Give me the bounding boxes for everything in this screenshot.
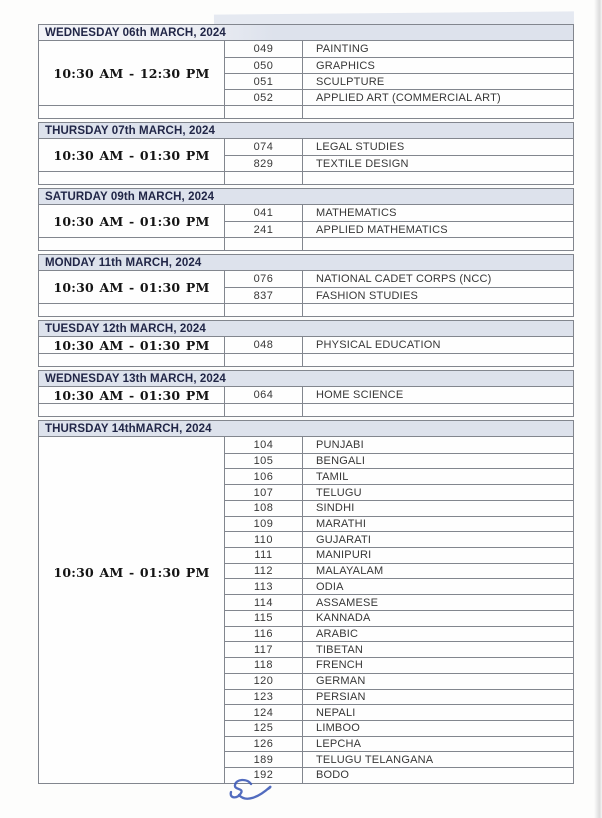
empty-cell	[39, 237, 225, 250]
empty-cell	[39, 353, 225, 366]
subject-code-cell: 050	[225, 57, 303, 73]
time-label: 10:30 AM - 01:30 PM	[53, 387, 210, 403]
date-header: SATURDAY 09th MARCH, 2024	[38, 188, 574, 205]
subject-name-cell: LEPCHA	[303, 736, 573, 752]
scan-edge-shadow	[594, 0, 602, 818]
subject-code-cell: 192	[225, 767, 303, 783]
subject-code-cell: 123	[225, 689, 303, 705]
time-cell	[39, 337, 225, 353]
date-header: TUESDAY 12th MARCH, 2024	[38, 320, 574, 337]
subject-code-cell: 118	[225, 657, 303, 673]
time-label: 10:30 AM - 01:30 PM	[53, 565, 210, 581]
subject-name-cell: SINDHI	[303, 500, 573, 516]
subject-name-cell: MATHEMATICS	[316, 207, 397, 219]
exam-schedule-table	[38, 24, 574, 787]
day-grid	[38, 437, 574, 784]
empty-cell	[303, 171, 573, 184]
subject-name-cell: APPLIED ART (COMMERCIAL ART)	[303, 89, 573, 105]
empty-cell	[39, 171, 225, 184]
time-label: 10:30 AM - 01:30 PM	[53, 147, 210, 163]
empty-cell	[303, 403, 573, 416]
subject-code-cell: 117	[225, 641, 303, 657]
exam-day-block	[38, 122, 574, 185]
exam-day-block	[38, 420, 574, 784]
subject-code-cell: 241	[225, 221, 303, 237]
exam-day-block	[38, 188, 574, 251]
subject-code-cell: 074	[225, 139, 303, 155]
subject-code-cell: 124	[225, 704, 303, 720]
time-label: 10:30 AM - 01:30 PM	[53, 279, 210, 295]
subject-code-cell: 126	[225, 736, 303, 752]
subject-code-cell: 829	[225, 155, 303, 171]
subject-code-cell: 109	[225, 516, 303, 532]
date-header: THURSDAY 14thMARCH, 2024	[38, 420, 574, 437]
empty-cell	[303, 105, 573, 118]
exam-day-block	[38, 370, 574, 417]
subject-code-cell: 110	[225, 531, 303, 547]
exam-day-block	[38, 24, 574, 119]
empty-cell	[39, 403, 225, 416]
day-grid	[38, 271, 574, 317]
exam-day-block	[38, 254, 574, 317]
time-label: 10:30 AM - 01:30 PM	[53, 213, 210, 229]
date-header: WEDNESDAY 13th MARCH, 2024	[38, 370, 574, 387]
empty-cell	[225, 303, 303, 316]
subject-code-cell: 113	[225, 578, 303, 594]
empty-cell	[39, 303, 225, 316]
day-grid	[38, 387, 574, 417]
time-cell	[39, 271, 225, 303]
subject-name-cell: SCULPTURE	[303, 73, 573, 89]
time-cell	[39, 387, 225, 403]
subject-code-cell: 189	[225, 751, 303, 767]
empty-cell	[225, 353, 303, 366]
subject-name-cell: TEXTILE DESIGN	[303, 155, 573, 171]
subject-name-cell: HOME SCIENCE	[316, 389, 404, 401]
subject-name-cell: GUJARATI	[303, 531, 573, 547]
empty-cell	[303, 303, 573, 316]
subject-name-cell: ARABIC	[303, 626, 573, 642]
subject-name-cell: ASSAMESE	[303, 594, 573, 610]
subject-code-cell: 048	[225, 337, 303, 353]
subject-name-cell: PERSIAN	[303, 689, 573, 705]
date-header: THURSDAY 07th MARCH, 2024	[38, 122, 574, 139]
time-label: 10:30 AM - 01:30 PM	[53, 337, 210, 353]
subject-name-cell: GRAPHICS	[303, 57, 573, 73]
subject-code-cell: 076	[225, 271, 303, 287]
subject-name-cell: LIMBOO	[303, 720, 573, 736]
empty-cell	[225, 105, 303, 118]
subject-code-cell: 107	[225, 484, 303, 500]
time-cell	[39, 41, 225, 105]
subject-name-cell: MANIPURI	[303, 547, 573, 563]
date-header: MONDAY 11th MARCH, 2024	[38, 254, 574, 271]
subject-name-cell: LEGAL STUDIES	[316, 141, 405, 153]
subject-code-cell: 116	[225, 626, 303, 642]
subject-name-cell: GERMAN	[303, 673, 573, 689]
subject-code-cell: 051	[225, 73, 303, 89]
subject-name-cell: PAINTING	[316, 43, 369, 55]
day-grid	[38, 205, 574, 251]
time-label: 10:30 AM - 12:30 PM	[53, 65, 210, 81]
subject-code-cell: 041	[225, 205, 303, 221]
empty-cell	[303, 353, 573, 366]
empty-cell	[39, 105, 225, 118]
time-cell	[39, 205, 225, 237]
subject-code-cell: 120	[225, 673, 303, 689]
empty-cell	[225, 171, 303, 184]
subject-code-cell: 105	[225, 453, 303, 469]
subject-name-cell: PHYSICAL EDUCATION	[316, 339, 441, 351]
subject-code-cell: 106	[225, 468, 303, 484]
subject-name-cell: FRENCH	[303, 657, 573, 673]
subject-code-cell: 837	[225, 287, 303, 303]
subject-code-cell: 104	[225, 437, 303, 453]
subject-name-cell: TELUGU	[303, 484, 573, 500]
subject-code-cell: 108	[225, 500, 303, 516]
subject-name-cell: MARATHI	[303, 516, 573, 532]
subject-code-cell: 052	[225, 89, 303, 105]
subject-name-cell: KANNADA	[303, 610, 573, 626]
subject-name-cell: APPLIED MATHEMATICS	[303, 221, 573, 237]
subject-name-cell: MALAYALAM	[303, 563, 573, 579]
subject-name-cell: NEPALI	[303, 704, 573, 720]
date-header: WEDNESDAY 06th MARCH, 2024	[38, 24, 574, 41]
subject-name-cell: NATIONAL CADET CORPS (NCC)	[316, 273, 492, 285]
subject-name-cell: ODIA	[303, 578, 573, 594]
subject-name-cell: BENGALI	[303, 453, 573, 469]
empty-cell	[303, 237, 573, 250]
subject-name-cell: BODO	[303, 767, 573, 783]
subject-code-cell: 112	[225, 563, 303, 579]
subject-name-cell: TIBETAN	[303, 641, 573, 657]
subject-code-cell: 114	[225, 594, 303, 610]
subject-name-cell: TAMIL	[303, 468, 573, 484]
subject-name-cell: TELUGU TELANGANA	[303, 751, 573, 767]
handwritten-ink-mark	[220, 776, 276, 810]
time-cell	[39, 437, 225, 783]
subject-name-cell: FASHION STUDIES	[303, 287, 573, 303]
subject-name-cell: PUNJABI	[316, 438, 364, 451]
subject-code-cell: 111	[225, 547, 303, 563]
day-grid	[38, 41, 574, 119]
subject-code-cell: 064	[225, 387, 303, 403]
empty-cell	[225, 237, 303, 250]
empty-cell	[225, 403, 303, 416]
day-grid	[38, 337, 574, 367]
day-grid	[38, 139, 574, 185]
subject-code-cell: 125	[225, 720, 303, 736]
exam-day-block	[38, 320, 574, 367]
time-cell	[39, 139, 225, 171]
subject-code-cell: 115	[225, 610, 303, 626]
subject-code-cell: 049	[225, 41, 303, 57]
